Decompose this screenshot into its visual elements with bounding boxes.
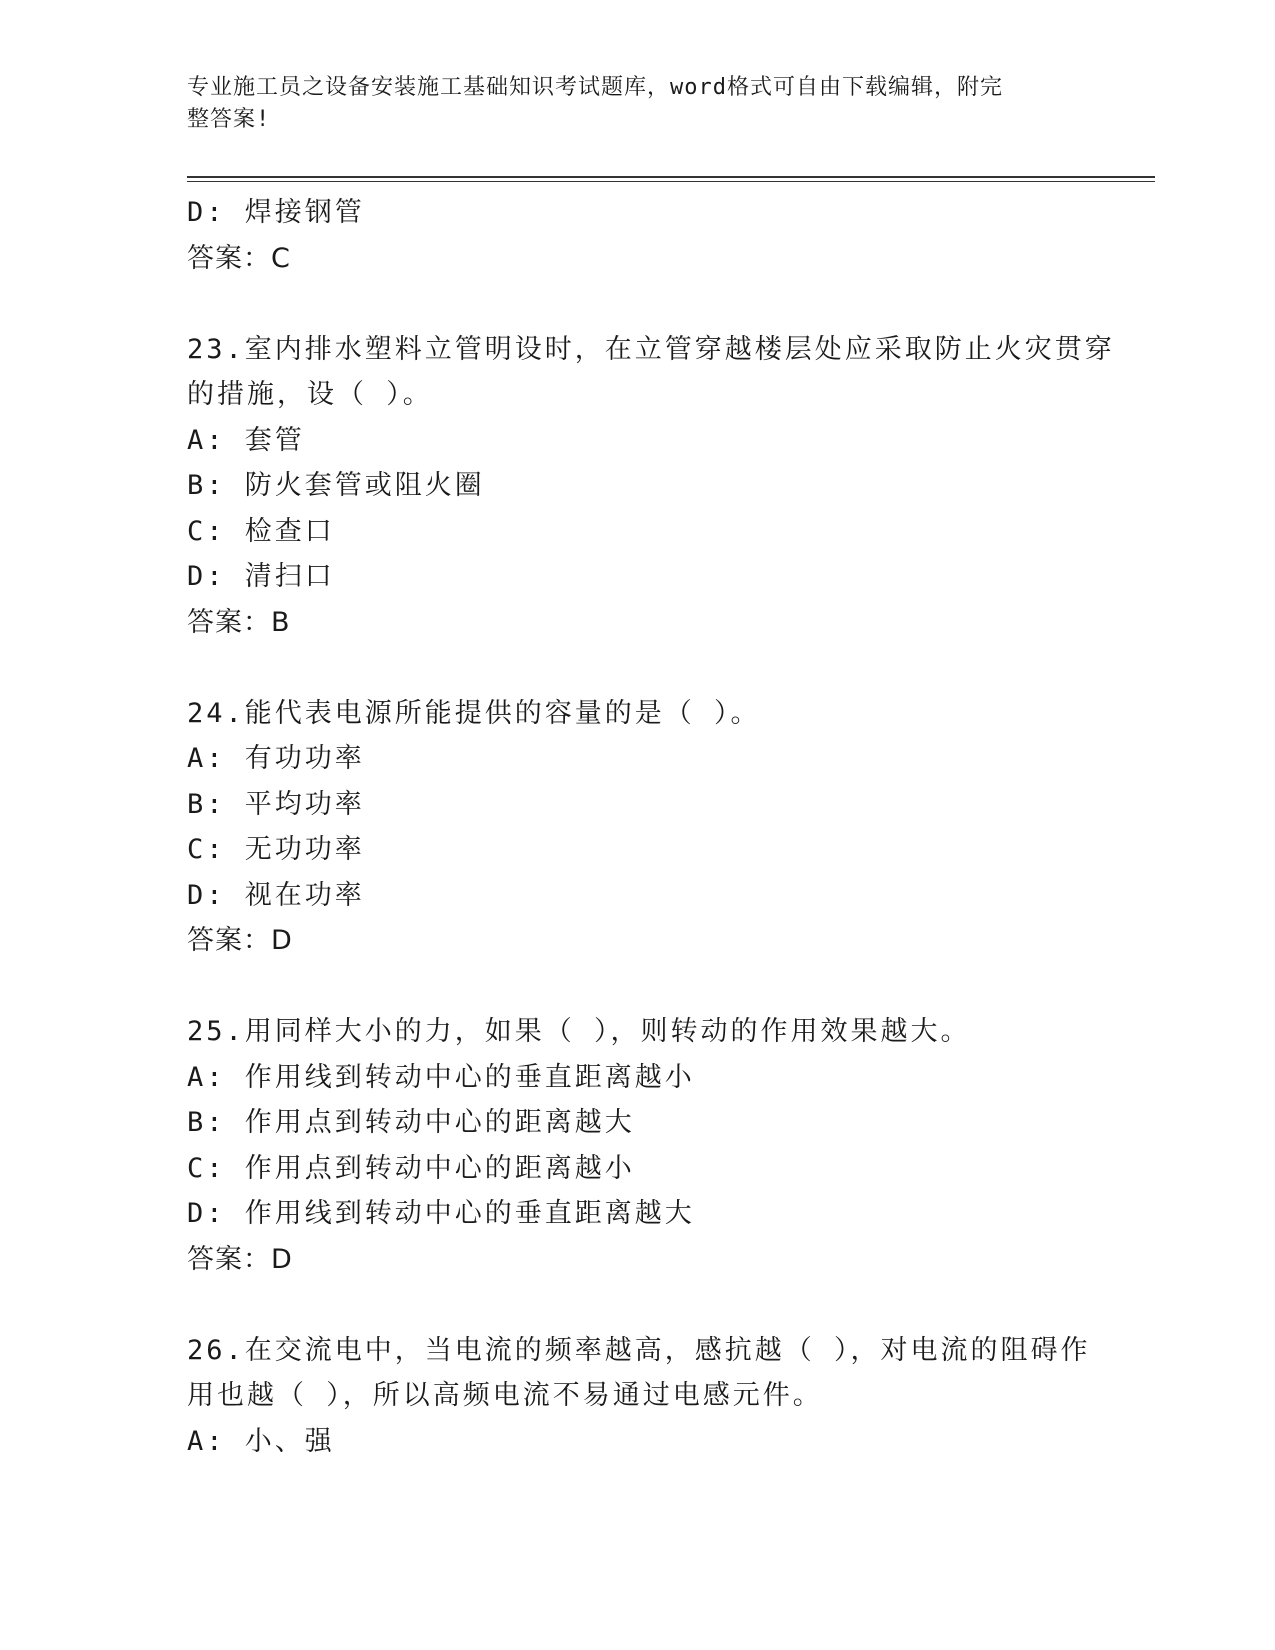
question-text: 用也越（ ），所以高频电流不易通过电感元件。	[187, 1380, 823, 1411]
option-c: C: 无功功率	[187, 834, 365, 865]
document-header	[187, 72, 1067, 136]
option-b: B: 作用点到转动中心的距离越大	[187, 1107, 635, 1138]
question-25	[187, 1009, 1087, 1282]
option-a: A: 有功功率	[187, 743, 365, 774]
option-a: A: 套管	[187, 424, 305, 456]
answer-line: 答案：D	[187, 1243, 293, 1275]
option-c: C: 检查口	[187, 515, 335, 547]
question-24	[187, 691, 1087, 964]
option-d: D: 视在功率	[187, 879, 365, 911]
header-divider	[187, 176, 1155, 178]
header-line-1: 专业施工员之设备安装施工基础知识考试题库，word格式可自由下载编辑，附完	[187, 75, 1003, 100]
question-text: 24.能代表电源所能提供的容量的是（ ）。	[187, 697, 761, 729]
header-line-2: 整答案!	[187, 107, 271, 132]
question-text: 25.用同样大小的力，如果（ ），则转动的作用效果越大。	[187, 1016, 971, 1047]
option-d: D: 清扫口	[187, 561, 335, 592]
header-divider-thin	[187, 181, 1155, 182]
question-23	[187, 327, 1115, 646]
option-d: D: 作用线到转动中心的垂直距离越大	[187, 1198, 695, 1229]
option-b: B: 平均功率	[187, 788, 365, 820]
option-a: A: 小、强	[187, 1425, 335, 1457]
answer-line: 答案：D	[187, 925, 293, 956]
option-b: B: 防火套管或阻火圈	[187, 470, 485, 501]
answer-line: 答案：C	[187, 242, 291, 274]
answer-line: 答案：B	[187, 606, 291, 638]
question-26	[187, 1328, 1091, 1465]
question-text: 的措施，设（ ）。	[187, 379, 433, 410]
option-d: D: 焊接钢管	[187, 197, 365, 228]
option-a: A: 作用线到转动中心的垂直距离越小	[187, 1061, 695, 1093]
question-list	[187, 190, 1115, 1464]
question-text: 23.室内排水塑料立管明设时，在立管穿越楼层处应采取防止火灾贯穿	[187, 333, 1115, 365]
question-text: 26.在交流电中，当电流的频率越高，感抗越（ ），对电流的阻碍作	[187, 1334, 1091, 1366]
option-c: C: 作用点到转动中心的距离越小	[187, 1152, 635, 1184]
